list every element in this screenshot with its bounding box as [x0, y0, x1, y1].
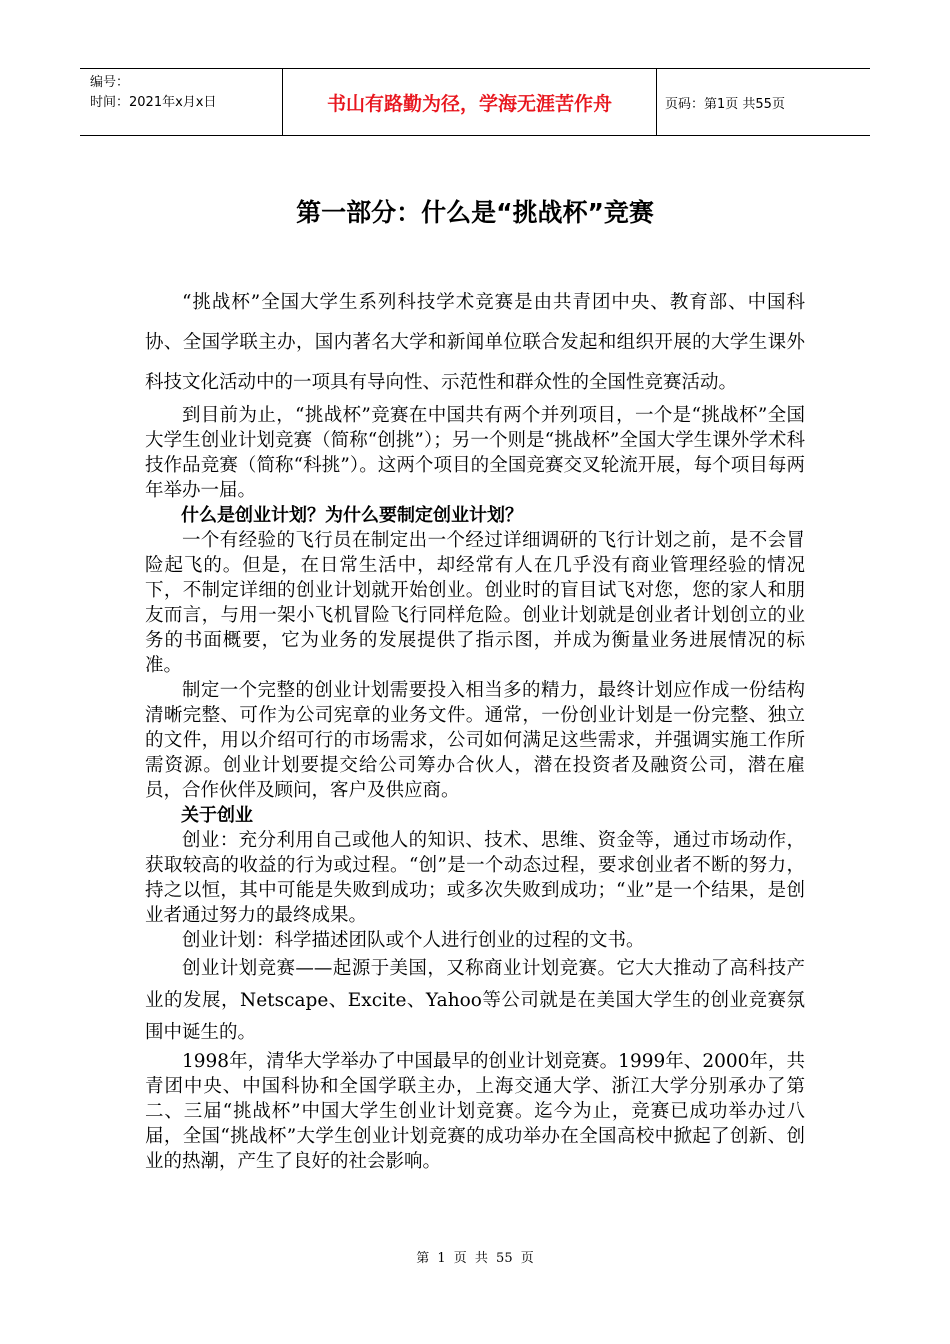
- document-number-label: 编号：: [90, 75, 130, 90]
- paragraph-5: 创业：充分利用自己或他人的知识、技术、思维、资金等，通过市场动作，获取较高的收益的行为或过程。“创”是一个动态过程，要求创业者不断的努力，持之以恒，其中可能是失败到成功；或多次失败到成功；“业”是一个结果，是创业者通过努力的最终成果。: [145, 830, 805, 926]
- paragraph-8: 1998年，清华大学举办了中国最早的创业计划竞赛。1999年、2000年，共青团中央、中国科协和全国学联主办，上海交通大学、浙江大学分别承办了第二、三届“挑战杯”中国大学生创业计划竞赛。迄今为止，竞赛已成功举办过八届，全国“挑战杯”大学生创业计划竞赛的成功举办在全国高校中掀起了创新、创业的热潮，产生了良好的社会影响。: [145, 1051, 805, 1172]
- paragraph-7: 创业计划竞赛——起源于美国，又称商业计划竞赛。它大大推动了高科技产业的发展，Netscape、Excite、Yahoo等公司就是在美国大学生的创业竞赛氛围中诞生的。: [145, 958, 805, 1043]
- section-heading-2: 关于创业: [181, 805, 253, 826]
- paragraph-1: “挑战杯”全国大学生系列科技学术竞赛是由共青团中央、教育部、中国科协、全国学联主办，国内著名大学和新闻单位联合发起和组织开展的大学生课外科技文化活动中的一项具有导向性、示范性和群众性的全国性竞赛活动。: [145, 292, 805, 393]
- page-footer: 第 1 页 共 55 页: [416, 1251, 534, 1266]
- document-body: [145, 283, 805, 1174]
- paragraph-4: 制定一个完整的创业计划需要投入相当多的精力，最终计划应作成一份结构清晰完整、可作为公司宪章的业务文件。通常，一份创业计划是一份完整、独立的文件，用以介绍可行的市场需求，公司如何满足这些需求，并强调实施工作所需资源。创业计划要提交给公司筹办合伙人，潜在投资者及融资公司，潜在雇员，合作伙伴及顾问，客户及供应商。: [145, 680, 805, 801]
- header-motto: 书山有路勤为径，学海无涯苦作舟: [282, 69, 657, 135]
- paragraph-6: 创业计划：科学描述团队或个人进行创业的过程的文书。: [182, 930, 645, 951]
- page-header: [80, 68, 870, 136]
- document-title: 第一部分：什么是“挑战杯”竞赛: [296, 198, 654, 227]
- document-time-label: 时间：2021年x月x日: [90, 95, 217, 110]
- paragraph-2: 到目前为止，“挑战杯”竞赛在中国共有两个并列项目，一个是“挑战杯”全国大学生创业计划竞赛（简称“创挑”）；另一个则是“挑战杯”全国大学生课外学术科技作品竞赛（简称“科挑”）。这两个项目的全国竞赛交叉轮流开展，每个项目每两年举办一届。: [145, 405, 805, 501]
- section-heading-1: 什么是创业计划？为什么要制定创业计划？: [181, 505, 523, 526]
- header-meta: [80, 69, 282, 135]
- paragraph-3: 一个有经验的飞行员在制定出一个经过详细调研的飞行计划之前，是不会冒险起飞的。但是，在日常生活中，却经常有人在几乎没有商业管理经验的情况下，不制定详细的创业计划就开始创业。创业时的盲目试飞对您，您的家人和朋友而言，与用一架小飞机冒险飞行同样危险。创业计划就是创业者计划创立的业务的书面概要，它为业务的发展提供了指示图，并成为衡量业务进展情况的标准。: [145, 530, 805, 676]
- header-page-info: 页码：第1页 共55页: [665, 96, 785, 112]
